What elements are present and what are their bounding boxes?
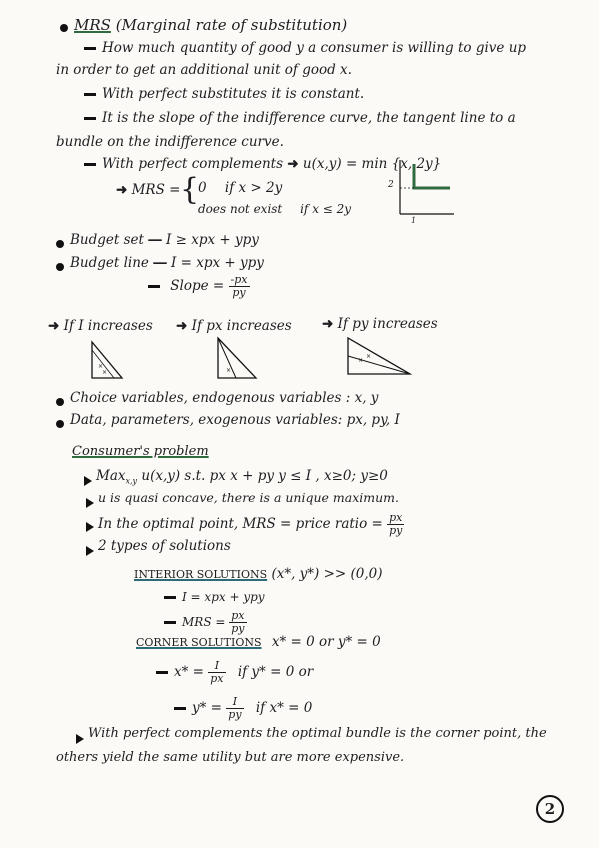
interior-eq-1 bbox=[164, 590, 265, 604]
bullet-dot bbox=[60, 24, 68, 32]
corner-y bbox=[174, 696, 312, 721]
slope-label: Slope = bbox=[170, 278, 225, 294]
price-ratio-fraction: $\frac{px}{py}$ bbox=[389, 511, 403, 537]
bullet-triangle bbox=[76, 734, 84, 744]
problem-heading-text: Consumer's problem bbox=[72, 444, 209, 459]
complements-text: With perfect complements bbox=[102, 156, 283, 172]
complements-note-2: others yield the same utility but are more expensive. bbox=[56, 750, 405, 765]
if-px-increases bbox=[176, 318, 292, 334]
complements-function: u(x,y) = min {x, 2y} bbox=[302, 156, 442, 172]
interior-mrs-label: MRS = bbox=[182, 615, 226, 629]
if-py-text: py increases bbox=[352, 316, 438, 332]
mrs-def-text-1: How much quantity of good y a consumer is willing to give up bbox=[102, 40, 527, 56]
substitutes-text: With perfect substitutes it is constant. bbox=[102, 86, 365, 102]
budget-line: Budget line ― I = xpx + ypy bbox=[70, 255, 264, 271]
solution-types: 2 types of solutions bbox=[98, 538, 231, 554]
interior-point: (x*, y*) >> (0,0) bbox=[271, 566, 383, 582]
budget-set-equation: I ≥ xpx + ypy bbox=[166, 232, 259, 248]
bullet-triangle bbox=[84, 476, 92, 486]
corner-point: x* = 0 or y* = 0 bbox=[271, 634, 381, 650]
bullet-dot bbox=[56, 240, 64, 248]
case1-condition: if x > 2y bbox=[224, 180, 283, 196]
mrs-slope-1 bbox=[84, 110, 516, 126]
slope-fraction: $\frac{-px}{py}$ bbox=[230, 273, 248, 299]
mrs-label: MRS = bbox=[131, 182, 181, 198]
max-subscript: x,y bbox=[125, 476, 138, 486]
bullet-dot bbox=[56, 420, 64, 428]
arrow-icon: ➜ bbox=[48, 318, 60, 334]
corner-y-fraction: $\frac{I}{py}$ bbox=[228, 695, 242, 721]
max-constraint: u(x,y) s.t. px x + py y ≤ I , x≥0; y≥0 bbox=[141, 468, 388, 484]
complements-note-1: With perfect complements the optimal bundle is the corner point, the bbox=[88, 726, 547, 741]
bullet-dot bbox=[56, 263, 64, 271]
corner-solutions bbox=[136, 634, 381, 650]
mrs-piecewise bbox=[116, 182, 180, 198]
data-parameters: Data, parameters, exogenous variables: px, py, I bbox=[70, 412, 400, 428]
svg-text:×: × bbox=[226, 367, 232, 374]
mrs-title: MRS bbox=[74, 16, 111, 34]
interior-solutions bbox=[134, 566, 383, 582]
if-py-increases bbox=[322, 316, 438, 332]
mrs-slope-2: bundle on the indifference curve. bbox=[56, 134, 284, 150]
page-number: 2 bbox=[536, 795, 564, 823]
budget-graph-i bbox=[88, 338, 128, 382]
corner-y-label: y* = bbox=[192, 700, 222, 716]
bullet-triangle bbox=[86, 546, 94, 556]
mrs-subtitle: (Marginal rate of substitution) bbox=[115, 16, 348, 34]
consumers-problem-heading bbox=[72, 444, 209, 459]
if-py-if: If bbox=[337, 316, 348, 332]
complements-graph bbox=[388, 156, 458, 226]
budget-graph-px bbox=[214, 334, 260, 382]
max-label: Max bbox=[96, 468, 126, 484]
corner-label: CORNER SOLUTIONS bbox=[136, 636, 262, 649]
bullet-triangle bbox=[86, 498, 94, 508]
arrow-icon: ➜ bbox=[287, 156, 299, 172]
graph-x-tick: 1 bbox=[411, 216, 417, 225]
mrs-case-1 bbox=[198, 180, 282, 196]
svg-text:×: × bbox=[366, 353, 372, 360]
svg-text:×: × bbox=[358, 357, 364, 364]
budget-line-equation: I = xpx + ypy bbox=[171, 255, 264, 271]
budget-graph-py bbox=[344, 334, 414, 378]
if-i-increases bbox=[48, 318, 153, 334]
interior-label: INTERIOR SOLUTIONS bbox=[134, 568, 268, 581]
case1-value: 0 bbox=[198, 180, 207, 196]
mrs-definition-1 bbox=[84, 40, 526, 56]
interior-fraction: $\frac{px}{py}$ bbox=[231, 609, 245, 635]
arrow-icon: ➜ bbox=[322, 316, 334, 332]
quasi-concave: u is quasi concave, there is a unique maximum. bbox=[98, 490, 399, 505]
mrs-heading bbox=[74, 16, 347, 34]
optimal-text: In the optimal point, MRS = price ratio = bbox=[98, 516, 383, 532]
corner-y-condition: if x* = 0 bbox=[255, 700, 313, 716]
mrs-substitutes bbox=[84, 86, 364, 102]
arrow-icon: ➜ bbox=[176, 318, 188, 334]
corner-x-fraction: $\frac{I}{px}$ bbox=[210, 659, 224, 685]
svg-text:×: × bbox=[98, 363, 104, 370]
corner-x-condition: if y* = 0 or bbox=[237, 664, 314, 680]
budget-set: Budget set ― I ≥ xpx + ypy bbox=[70, 232, 259, 248]
if-px-text: px increases bbox=[206, 318, 292, 334]
graph-y-tick: 2 bbox=[388, 180, 394, 190]
interior-eq-2 bbox=[164, 610, 247, 635]
corner-x bbox=[156, 660, 313, 685]
interior-budget-eq: I = xpx + ypy bbox=[182, 590, 265, 604]
bullet-triangle bbox=[86, 522, 94, 532]
case2-condition: if x ≤ 2y bbox=[300, 202, 352, 216]
svg-text:×: × bbox=[102, 369, 108, 376]
mrs-case-2 bbox=[198, 202, 351, 216]
choice-variables: Choice variables, endogenous variables : x, y bbox=[70, 390, 379, 406]
brace-icon: { bbox=[180, 172, 200, 207]
if-i-text: If I increases bbox=[63, 318, 153, 334]
optimal-point bbox=[98, 512, 404, 537]
budget-slope bbox=[148, 274, 250, 299]
bullet-dot bbox=[56, 398, 64, 406]
arrow-icon: ➜ bbox=[116, 182, 128, 198]
if-px-if: If bbox=[191, 318, 202, 334]
case2-value: does not exist bbox=[198, 202, 283, 216]
budget-set-label: Budget set bbox=[70, 232, 144, 248]
corner-x-label: x* = bbox=[174, 664, 204, 680]
max-problem bbox=[96, 468, 388, 486]
mrs-definition-2: in order to get an additional unit of good x. bbox=[56, 62, 352, 78]
slope-text-1: It is the slope of the indifference curve, the tangent line to a bbox=[102, 110, 516, 126]
budget-line-label: Budget line bbox=[70, 255, 149, 271]
